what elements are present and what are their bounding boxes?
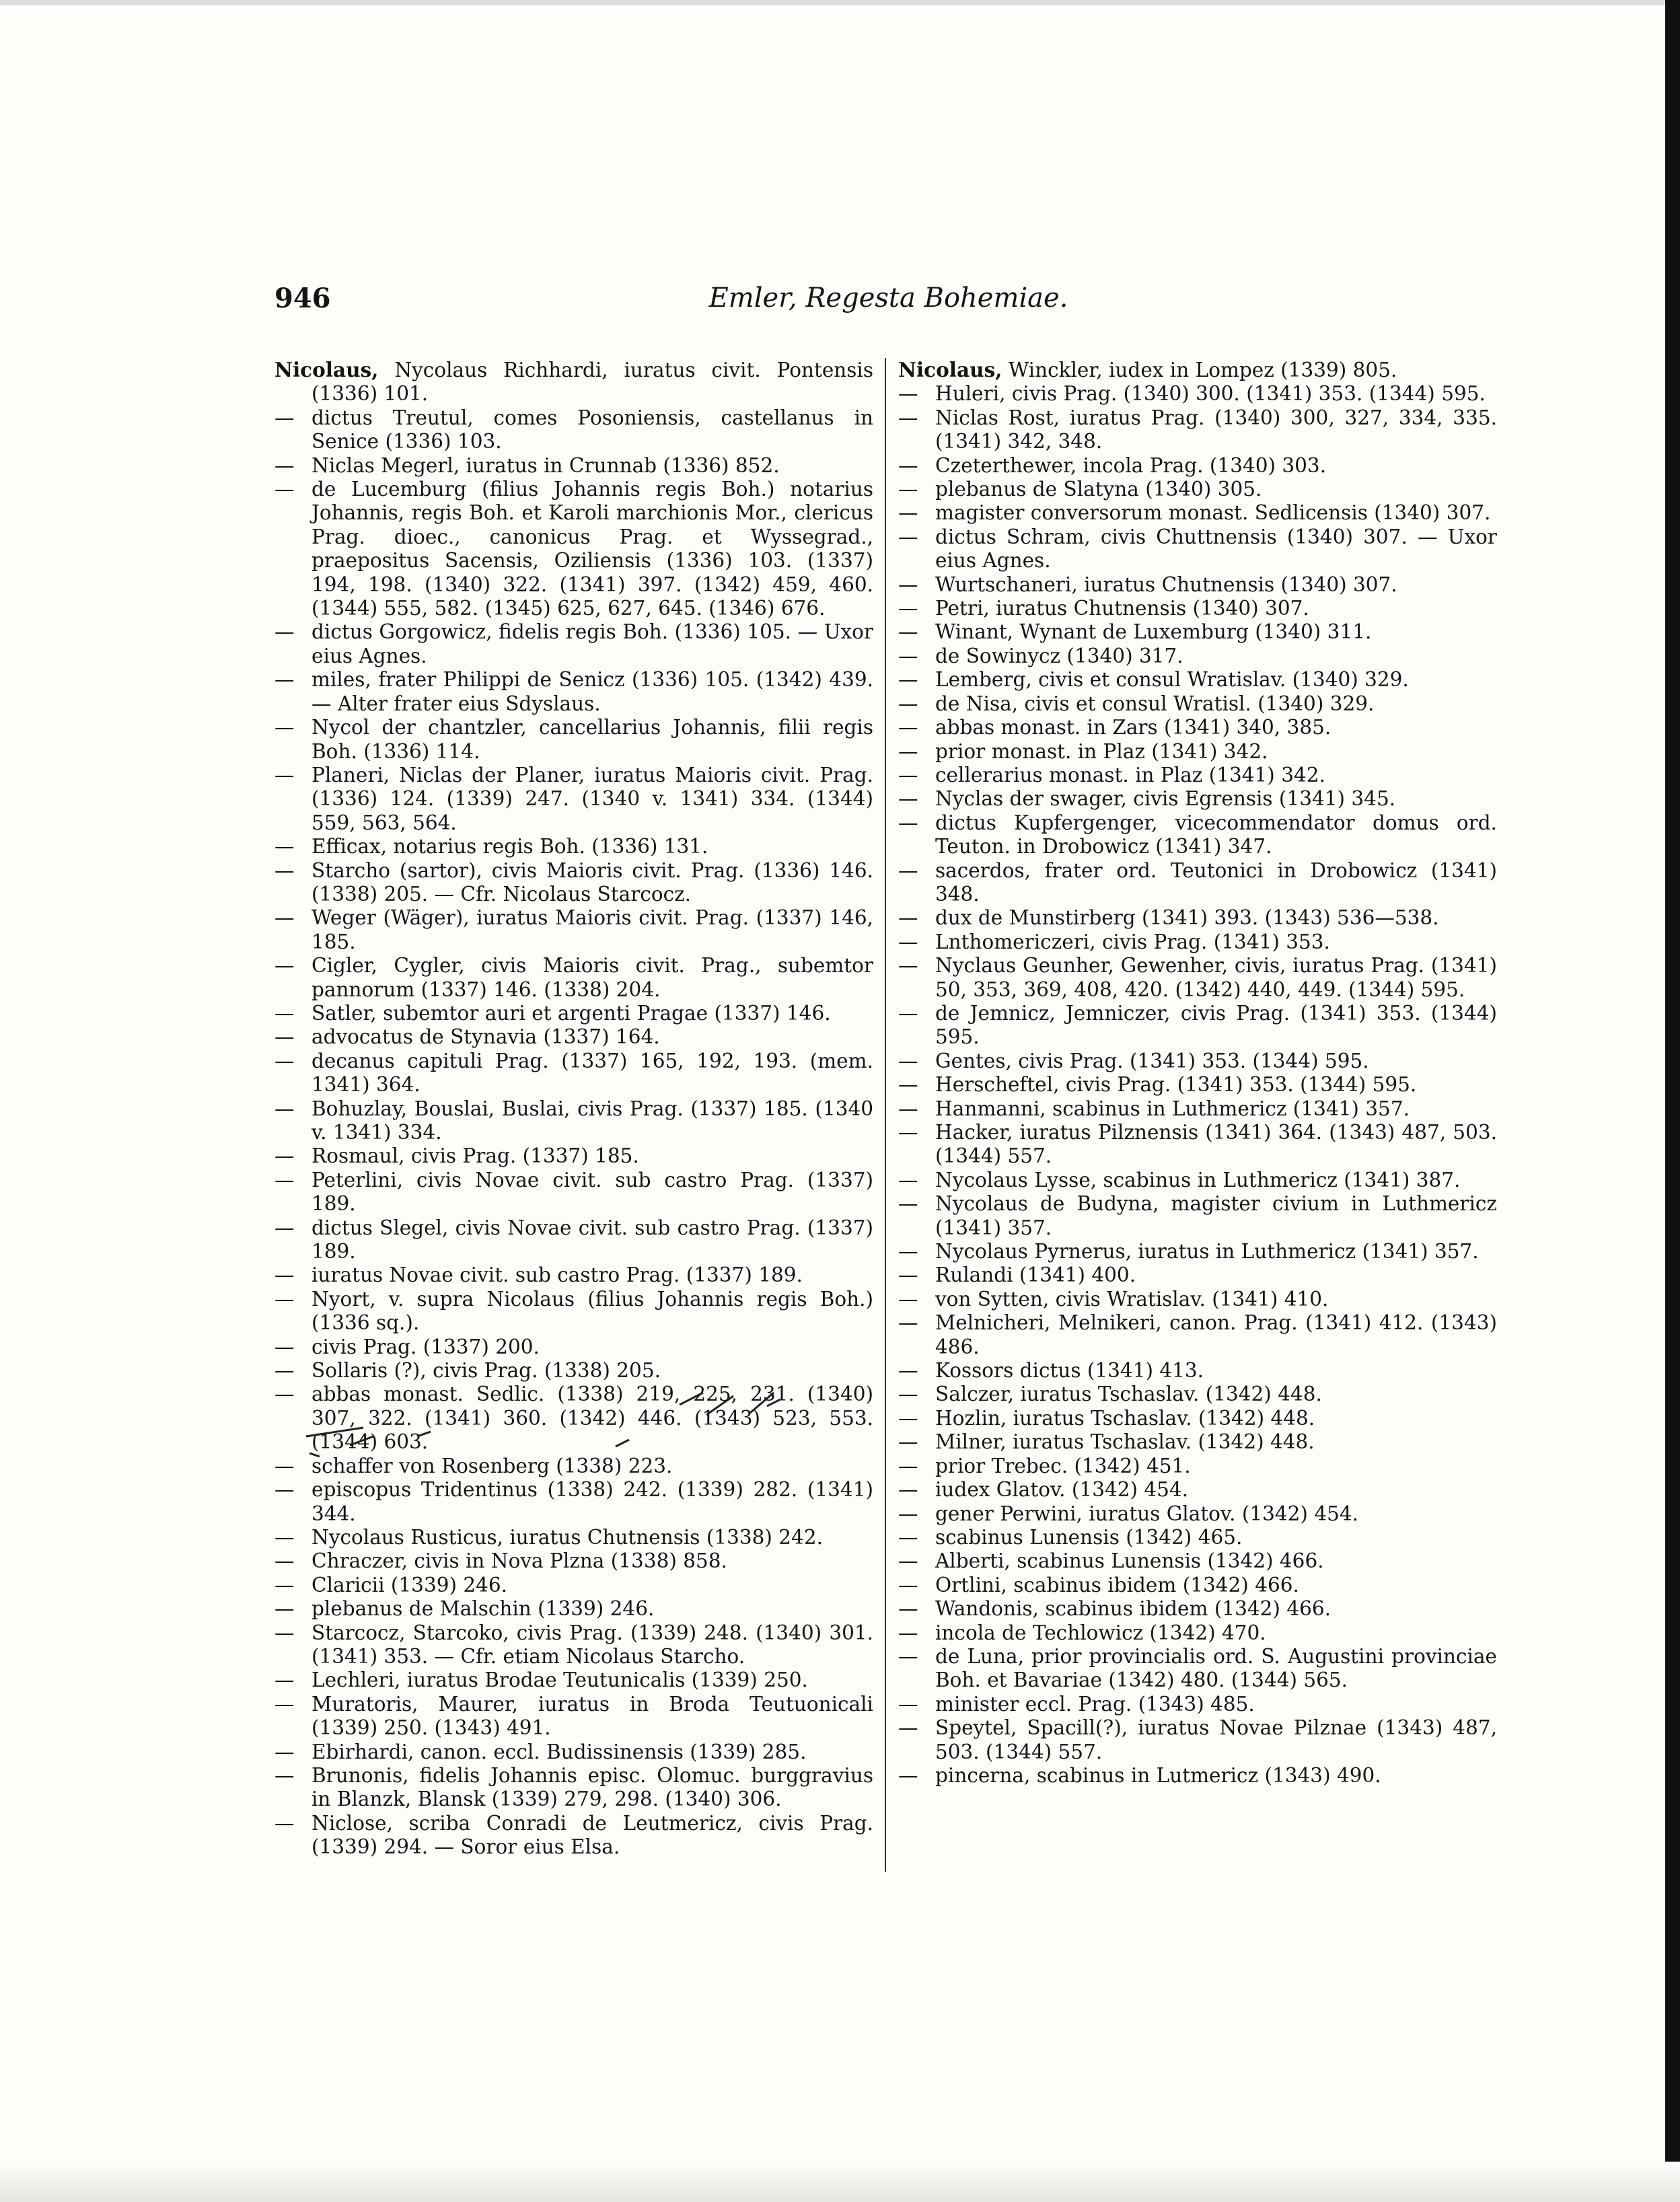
index-entry (275, 1526, 873, 1549)
entry-dash: — (275, 1359, 295, 1383)
index-entry (275, 1216, 873, 1264)
entry-text: dictus Treutul, comes Posoniensis, castellanus in Senice (1336) 103. (312, 406, 873, 453)
index-entry (898, 620, 1497, 644)
index-entry (898, 1455, 1497, 1478)
entry-dash: — (275, 620, 295, 644)
index-entry (275, 454, 873, 478)
index-entry (275, 1169, 873, 1216)
index-entry (898, 1311, 1497, 1359)
entry-dash: — (898, 1263, 918, 1287)
entry-dash: — (898, 1716, 918, 1740)
entry-dash: — (275, 1144, 295, 1168)
index-entry (898, 1645, 1497, 1693)
entry-dash: — (898, 1049, 918, 1072)
entry-text: scabinus Lunensis (1342) 465. (935, 1525, 1243, 1549)
entry-dash: — (898, 573, 918, 596)
entry-dash: — (275, 1001, 295, 1025)
index-entry (898, 597, 1497, 620)
page-top-edge (0, 0, 1680, 5)
index-entry (898, 1050, 1497, 1073)
entry-text: Kossors dictus (1341) 413. (935, 1359, 1204, 1383)
index-entry (898, 1169, 1497, 1192)
entry-text: Peterlini, civis Novae civit. sub castro Prag. (1337) 189. (312, 1168, 873, 1216)
entry-text: minister eccl. Prag. (1343) 485. (935, 1692, 1255, 1716)
entry-text: de Jemnicz, Jemniczer, civis Prag. (1341) 353. (1344) 595. (935, 1001, 1497, 1049)
index-entry-head (275, 358, 873, 406)
entry-text: Ortlini, scabinus ibidem (1342) 466. (935, 1573, 1299, 1597)
entry-text: Herscheftel, civis Prag. (1341) 353. (1344) 595. (935, 1073, 1417, 1097)
index-entry (898, 1526, 1497, 1549)
entry-text: Niclose, scriba Conradi de Leutmericz, civis Prag. (1339) 294. — Soror eius Elsa. (312, 1811, 873, 1859)
entry-text: Muratoris, Maurer, iuratus in Broda Teutuonicali (1339) 250. (1343) 491. (312, 1692, 873, 1740)
index-entry (898, 668, 1497, 692)
entry-dash: — (898, 525, 918, 548)
entry-dash: — (898, 1430, 918, 1454)
entry-text: civis Prag. (1337) 200. (312, 1335, 540, 1358)
entry-text: miles, frater Philippi de Senicz (1336) 105. (1342) 439. — Alter frater eius Sdyslaus. (312, 668, 873, 715)
index-entry (898, 406, 1497, 454)
entry-text: Lemberg, civis et consul Wratislav. (1340) 329. (935, 668, 1409, 692)
index-entry (275, 1597, 873, 1621)
entry-text: iudex Glatov. (1342) 454. (935, 1478, 1189, 1502)
entry-dash: — (275, 1287, 295, 1311)
index-entry (275, 1144, 873, 1168)
index-entry (898, 454, 1497, 478)
entry-dash: — (275, 1025, 295, 1049)
index-entry (898, 1693, 1497, 1716)
headword: Nicolaus, (275, 358, 379, 381)
entry-dash: — (275, 716, 295, 739)
entry-text: episcopus Tridentinus (1338) 242. (1339) 282. (1341) 344. (312, 1478, 873, 1525)
entry-dash: — (898, 692, 918, 715)
entry-text: Nycolaus Rusticus, iuratus Chutnensis (1338) 242. (312, 1525, 823, 1549)
entry-text: sacerdos, frater ord. Teutonici in Drobowicz (1341) 348. (935, 858, 1497, 906)
index-entry (275, 1668, 873, 1692)
index-entry (898, 525, 1497, 573)
entry-dash: — (898, 453, 918, 477)
index-entry (275, 1288, 873, 1335)
entry-text: cellerarius monast. in Plaz (1341) 342. (935, 763, 1325, 786)
entry-dash: — (898, 1406, 918, 1430)
index-entry (898, 1240, 1497, 1263)
entry-dash: — (898, 668, 918, 692)
entry-text: dictus Slegel, civis Novae civit. sub castro Prag. (1337) 189. (312, 1216, 873, 1263)
entry-dash: — (898, 1621, 918, 1644)
entry-dash: — (275, 1383, 295, 1406)
index-entry (275, 478, 873, 620)
entry-dash: — (275, 835, 295, 858)
index-entry (275, 906, 873, 954)
index-entry (898, 1288, 1497, 1311)
entry-text: Weger (Wäger), iuratus Maioris civit. Prag. (1337) 146, 185. (312, 906, 873, 953)
index-entry (898, 1407, 1497, 1430)
entry-text: plebanus de Slatyna (1340) 305. (935, 478, 1262, 501)
entry-text: de Nisa, civis et consul Wratisl. (1340) 329. (935, 692, 1375, 715)
entry-text: Sollaris (?), civis Prag. (1338) 205. (312, 1359, 661, 1383)
entry-text: incola de Techlowicz (1342) 470. (935, 1621, 1266, 1644)
index-entry (275, 1025, 873, 1049)
entry-dash: — (898, 1192, 918, 1216)
index-entry (898, 1597, 1497, 1621)
entry-dash: — (898, 1359, 918, 1383)
entry-dash: — (898, 644, 918, 667)
index-entry (898, 906, 1497, 930)
entry-text: Hacker, iuratus Pilznensis (1341) 364. (1343) 487, 503. (1344) 557. (935, 1121, 1497, 1168)
entry-dash: — (275, 478, 295, 501)
entry-dash: — (275, 906, 295, 930)
entry-dash: — (898, 478, 918, 501)
entry-dash: — (898, 1549, 918, 1573)
index-entry (275, 1097, 873, 1145)
right-column (898, 358, 1497, 1788)
entry-dash: — (898, 1525, 918, 1549)
entry-text: Cigler, Cygler, civis Maioris civit. Prag., subemtor pannorum (1337) 146. (1338) 204. (312, 954, 873, 1001)
index-entry (275, 1740, 873, 1764)
index-entry (275, 1002, 873, 1025)
entry-dash: — (898, 1502, 918, 1525)
index-entry (898, 811, 1497, 859)
entry-text: schaffer von Rosenberg (1338) 223. (312, 1454, 673, 1477)
index-entry (898, 1359, 1497, 1383)
entry-text: Gentes, civis Prag. (1341) 353. (1344) 595. (935, 1049, 1369, 1072)
index-entry (898, 1502, 1497, 1526)
index-entry (898, 1621, 1497, 1645)
index-entry (275, 1050, 873, 1097)
entry-dash: — (898, 954, 918, 978)
entry-dash: — (275, 668, 295, 692)
entry-dash: — (898, 1311, 918, 1335)
entry-dash: — (275, 858, 295, 882)
index-entry (898, 1430, 1497, 1454)
entry-dash: — (898, 1454, 918, 1477)
entry-text: Czeterthewer, incola Prag. (1340) 303. (935, 453, 1327, 477)
entry-dash: — (898, 739, 918, 763)
index-entry (898, 692, 1497, 716)
index-entry (898, 1121, 1497, 1169)
page-header (275, 283, 1502, 323)
entry-text: Nyort, v. supra Nicolaus (filius Johannis regis Boh.) (1336 sq.). (312, 1287, 873, 1335)
entry-dash: — (898, 1073, 918, 1097)
entry-text: Ebirhardi, canon. eccl. Budissinensis (1339) 285. (312, 1740, 807, 1763)
entry-dash: — (898, 930, 918, 953)
entry-dash: — (898, 763, 918, 786)
index-entry (898, 645, 1497, 668)
entry-dash: — (898, 1573, 918, 1597)
entry-text: prior monast. in Plaz (1341) 342. (935, 739, 1268, 763)
index-entry (275, 1359, 873, 1383)
entry-text: Milner, iuratus Tschaslav. (1342) 448. (935, 1430, 1315, 1454)
entry-text: Nycol der chantzler, cancellarius Johannis, filii regis Boh. (1336) 114. (312, 716, 873, 763)
index-entry (275, 954, 873, 1002)
entry-text: prior Trebec. (1342) 451. (935, 1454, 1191, 1477)
entry-text: Nyclaus Geunher, Gewenher, civis, iuratus Prag. (1341) 50, 353, 369, 408, 420. (1342) 440, 449. (1344) 595. (935, 954, 1497, 1001)
entry-dash: — (275, 763, 295, 786)
scan-border-right (1665, 0, 1680, 2202)
index-entry (275, 1764, 873, 1812)
entry-dash: — (275, 954, 295, 978)
index-entry (898, 1716, 1497, 1764)
entry-text: Salczer, iuratus Tschaslav. (1342) 448. (935, 1383, 1322, 1406)
entry-text: Nycolaus Richhardi, iuratus civit. Pontensis (1336) 101. (312, 359, 873, 406)
index-entry (275, 1812, 873, 1860)
entry-dash: — (275, 1216, 295, 1239)
entry-text: Satler, subemtor auri et argenti Pragae (1337) 146. (312, 1001, 831, 1025)
entry-text: Huleri, civis Prag. (1340) 300. (1341) 353. (1344) 595. (935, 382, 1486, 406)
entry-dash: — (898, 716, 918, 739)
index-entry-head (898, 358, 1497, 382)
entry-text: Bohuzlay, Bouslai, Buslai, civis Prag. (1337) 185. (1340 v. 1341) 334. (312, 1097, 873, 1144)
entry-dash: — (275, 1668, 295, 1692)
index-entry (898, 1073, 1497, 1097)
entry-text: dictus Gorgowicz, fidelis regis Boh. (1336) 105. — Uxor eius Agnes. (312, 620, 873, 667)
entry-text: Winckler, iudex in Lompez (1339) 805. (1008, 359, 1397, 381)
page-bottom-shadow (0, 2162, 1680, 2202)
entry-text: abbas monast. in Zars (1341) 340, 385. (935, 716, 1331, 739)
entry-text: Lechleri, iuratus Brodae Teutunicalis (1339) 250. (312, 1668, 808, 1692)
entry-dash: — (275, 1597, 295, 1621)
entry-text: de Lucemburg (filius Johannis regis Boh.) notarius Johannis, regis Boh. et Karoli marchionis Mor., clericus Prag. dioec., canonicus Prag. et Wyssegrad., praepositus Sacensis, Oziliensis (1336) 103. (1337) 194, 198. (1340) 322. (1341) 397. (1342) 459, 460. (1344) 555, 582. (1345) 625, 627, 645. (1346) 676. (312, 478, 873, 620)
running-title: Emler, Regesta Bohemiae. (708, 283, 1068, 314)
left-column (275, 358, 873, 1860)
entry-dash: — (898, 382, 918, 406)
entry-text: dictus Kupfergenger, vicecommendator domus ord. Teuton. in Drobowicz (1341) 347. (935, 811, 1497, 858)
entry-dash: — (898, 406, 918, 429)
index-entry (898, 478, 1497, 501)
entry-text: Planeri, Niclas der Planer, iuratus Maioris civit. Prag. (1336) 124. (1339) 247. (1340 v. 1341) 334. (1344) 559, 563, 564. (312, 763, 873, 834)
index-entry (898, 573, 1497, 597)
index-entry (898, 764, 1497, 787)
index-entry (275, 668, 873, 716)
entry-dash: — (898, 1097, 918, 1120)
index-entry (275, 1383, 873, 1454)
entry-text: Hanmanni, scabinus in Luthmericz (1341) 357. (935, 1097, 1410, 1120)
index-entry (898, 859, 1497, 907)
entry-dash: — (898, 1287, 918, 1311)
entry-text: Wandonis, scabinus ibidem (1342) 466. (935, 1597, 1331, 1621)
index-entry (275, 1478, 873, 1526)
column-divider (885, 358, 886, 1872)
entry-dash: — (275, 1168, 295, 1191)
entry-dash: — (275, 1478, 295, 1502)
entry-text: Alberti, scabinus Lunensis (1342) 466. (935, 1549, 1324, 1573)
entry-text: decanus capituli Prag. (1337) 165, 192, 193. (mem. 1341) 364. (312, 1049, 873, 1097)
entry-text: Rulandi (1341) 400. (935, 1263, 1136, 1287)
index-entry (898, 716, 1497, 739)
entry-dash: — (275, 1525, 295, 1549)
entry-text: plebanus de Malschin (1339) 246. (312, 1597, 655, 1621)
entry-text: Niclas Rost, iuratus Prag. (1340) 300, 327, 334, 335. (1341) 342, 348. (935, 406, 1497, 453)
entry-text: Nycolaus Lysse, scabinus in Luthmericz (1341) 387. (935, 1168, 1461, 1191)
entry-dash: — (275, 1335, 295, 1358)
entry-text: dictus Schram, civis Chuttnensis (1340) 307. — Uxor eius Agnes. (935, 525, 1497, 573)
entry-dash: — (898, 1383, 918, 1406)
entry-dash: — (898, 1644, 918, 1668)
index-entry (898, 1549, 1497, 1573)
entry-dash: — (275, 1049, 295, 1072)
entry-dash: — (898, 811, 918, 834)
entry-dash: — (275, 1454, 295, 1477)
index-entry (898, 1764, 1497, 1788)
entry-dash: — (898, 1597, 918, 1621)
index-entry (275, 716, 873, 764)
entry-text: Rosmaul, civis Prag. (1337) 185. (312, 1144, 639, 1168)
entry-text: Winant, Wynant de Luxemburg (1340) 311. (935, 620, 1372, 644)
entry-dash: — (275, 1263, 295, 1287)
index-entry (275, 1263, 873, 1287)
entry-text: Melnicheri, Melnikeri, canon. Prag. (1341) 412. (1343) 486. (935, 1311, 1497, 1358)
index-entry (275, 1455, 873, 1478)
entry-text: Hozlin, iuratus Tschaslav. (1342) 448. (935, 1406, 1315, 1430)
entry-dash: — (275, 1692, 295, 1716)
entry-text: Wurtschaneri, iuratus Chutnensis (1340) 307. (935, 573, 1397, 596)
page-number: 946 (275, 283, 331, 314)
entry-dash: — (275, 1763, 295, 1787)
entry-dash: — (275, 1740, 295, 1763)
entry-text: de Sowinycz (1340) 317. (935, 644, 1183, 667)
entry-dash: — (898, 1692, 918, 1716)
entry-text: Nyclas der swager, civis Egrensis (1341) 345. (935, 787, 1396, 811)
index-entry (898, 787, 1497, 811)
entry-dash: — (898, 1763, 918, 1787)
entry-text: Chraczer, civis in Nova Plzna (1338) 858. (312, 1549, 727, 1573)
entry-dash: — (898, 1478, 918, 1502)
index-entry (898, 1574, 1497, 1597)
index-entry (275, 859, 873, 907)
entry-dash: — (898, 1001, 918, 1025)
entry-dash: — (275, 1549, 295, 1573)
index-entry (275, 406, 873, 454)
entry-dash: — (898, 1240, 918, 1263)
index-entry (275, 1621, 873, 1669)
entry-text: Nycolaus Pyrnerus, iuratus in Luthmericz (1341) 357. (935, 1240, 1479, 1263)
index-entry (898, 954, 1497, 1002)
index-entry (898, 501, 1497, 525)
entry-dash: — (898, 1168, 918, 1191)
entry-text: abbas monast. Sedlic. (1338) 219, 225, 231. (1340) 307, 322. (1341) 360. (1342) 446. (1343) 523, 553. (1344) 603. (312, 1383, 873, 1454)
entry-text: dux de Munstirberg (1341) 393. (1343) 536—538. (935, 906, 1439, 930)
entry-dash: — (275, 1811, 295, 1835)
entry-dash: — (275, 1573, 295, 1597)
entry-text: gener Perwini, iuratus Glatov. (1342) 454. (935, 1502, 1359, 1525)
index-entry (898, 1097, 1497, 1121)
index-entry (275, 620, 873, 668)
entry-text: pincerna, scabinus in Lutmericz (1343) 490. (935, 1763, 1381, 1787)
entry-dash: — (275, 1621, 295, 1644)
index-entry (275, 1693, 873, 1740)
index-entry (275, 835, 873, 858)
index-entry (275, 1574, 873, 1597)
entry-text: de Luna, prior provincialis ord. S. Augustini provinciae Boh. et Bavariae (1342) 480. (1344) 565. (935, 1644, 1497, 1692)
entry-dash: — (898, 787, 918, 811)
entry-text: advocatus de Stynavia (1337) 164. (312, 1025, 660, 1049)
entry-text: Efficax, notarius regis Boh. (1336) 131. (312, 835, 708, 858)
entry-text: Starcocz, Starcoko, civis Prag. (1339) 248. (1340) 301. (1341) 353. — Cfr. etiam Nicolaus Starcho. (312, 1621, 873, 1668)
entry-text: von Sytten, civis Wratislav. (1341) 410. (935, 1287, 1329, 1311)
entry-dash: — (898, 1121, 918, 1144)
entry-dash: — (898, 597, 918, 620)
index-entry (898, 740, 1497, 764)
entry-text: Lnthomericzeri, civis Prag. (1341) 353. (935, 930, 1330, 953)
entry-text: magister conversorum monast. Sedlicensis (1340) 307. (935, 501, 1491, 525)
entry-dash: — (275, 1097, 295, 1120)
index-entry (898, 930, 1497, 954)
entry-text: iuratus Novae civit. sub castro Prag. (1337) 189. (312, 1263, 803, 1287)
index-entry (898, 1263, 1497, 1287)
headword: Nicolaus, (898, 358, 1002, 381)
index-entry (275, 764, 873, 835)
index-entry (898, 1478, 1497, 1502)
entry-dash: — (898, 858, 918, 882)
entry-dash: — (898, 620, 918, 644)
entry-text: Niclas Megerl, iuratus in Crunnab (1336) 852. (312, 453, 780, 477)
entry-text: Starcho (sartor), civis Maioris civit. Prag. (1336) 146. (1338) 205. — Cfr. Nicolaus Starcocz. (312, 858, 873, 906)
entry-dash: — (898, 906, 918, 930)
entry-text: Brunonis, fidelis Johannis episc. Olomuc. burggravius in Blanzk, Blansk (1339) 279, 298. (1340) 306. (312, 1763, 873, 1811)
entry-text: Nycolaus de Budyna, magister civium in Luthmericz (1341) 357. (935, 1192, 1497, 1239)
entry-dash: — (275, 406, 295, 429)
index-entry (275, 1335, 873, 1359)
index-entry (898, 1192, 1497, 1240)
entry-text: Petri, iuratus Chutnensis (1340) 307. (935, 597, 1309, 620)
index-entry (898, 1383, 1497, 1406)
entry-dash: — (898, 501, 918, 525)
entry-text: Speytel, Spacill(?), iuratus Novae Pilznae (1343) 487, 503. (1344) 557. (935, 1716, 1497, 1763)
index-entry (275, 1549, 873, 1573)
entry-dash: — (275, 453, 295, 477)
index-entry (898, 382, 1497, 406)
entry-text: Claricii (1339) 246. (312, 1573, 508, 1597)
index-entry (898, 1002, 1497, 1050)
